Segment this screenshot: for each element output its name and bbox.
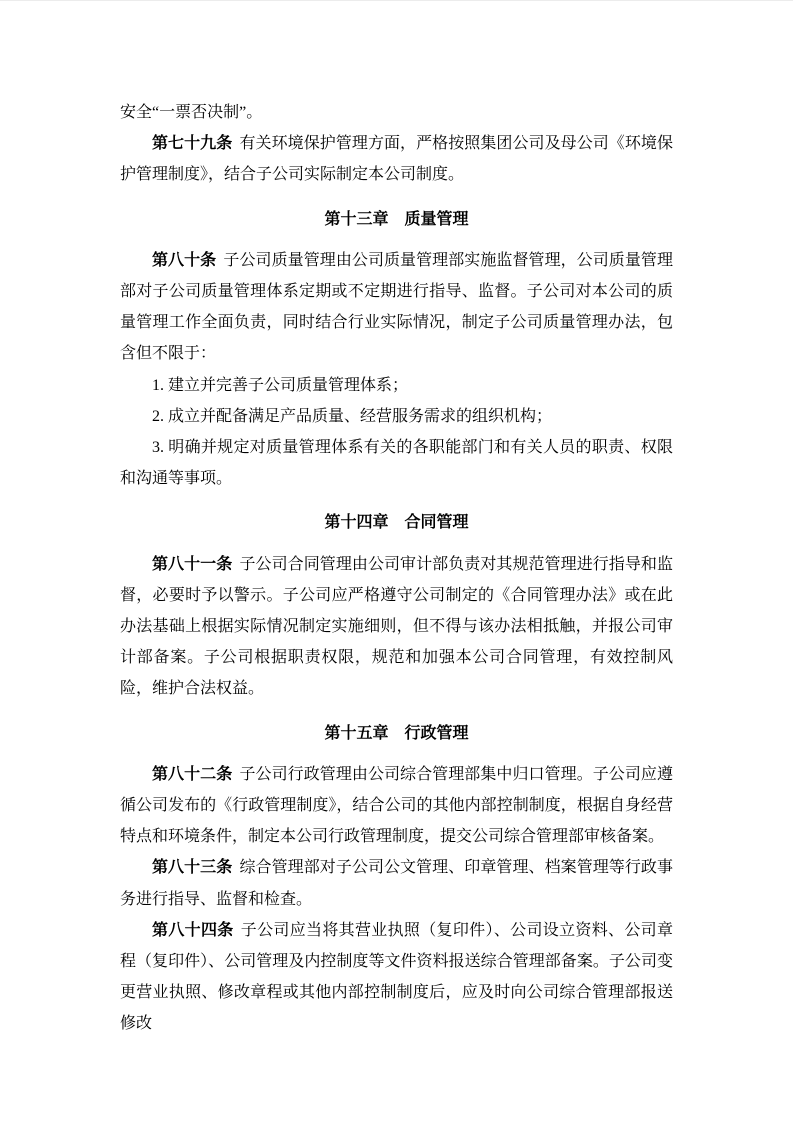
chapter-heading: 第十四章 合同管理 — [324, 514, 469, 532]
paragraph: 3. 明确并规定对质量管理体系有关的各职能部门和有关人员的职责、权限和沟通等事项。 — [120, 439, 673, 488]
article-paragraph — [120, 852, 673, 914]
article-number: 第八十三条 — [152, 859, 233, 877]
paragraph: 安全“一票否决制”。 — [120, 104, 263, 121]
article-text: 子公司行政管理由公司综合管理部集中归口管理。子公司应遵循公司发布的《行政管理制度》，结合公司的其他内部控制制度，根据自身经营特点和环境条件，制定本公司行政管理制度，提交公司综合管理部审核备案。 — [120, 765, 673, 846]
article-number: 第八十一条 — [152, 555, 233, 573]
article-text: 综合管理部对子公司公文管理、印章管理、档案管理等行政事务进行指导、监督和检查。 — [120, 859, 673, 908]
paragraph: 2. 成立并配备满足产品质量、经营服务需求的组织机构； — [152, 407, 553, 425]
chapter-heading: 第十五章 行政管理 — [324, 724, 469, 742]
article-text: 子公司合同管理由公司审计部负责对其规范管理进行指导和监督，必要时予以警示。子公司应严格遵守公司制定的《合同管理办法》或在此办法基础上根据实际情况制定实施细则，但不得与该办法相抵触，并报公司审计部备案。子公司根据职责权限，规范和加强本公司合同管理，有效控制风险，维护合法权益。 — [120, 555, 673, 698]
article-paragraph — [120, 245, 673, 370]
article-number: 第八十条 — [152, 251, 217, 269]
document-body — [120, 1, 673, 1040]
paragraph: 1. 建立并完善子公司质量管理体系； — [152, 376, 409, 394]
article-paragraph — [120, 549, 673, 705]
article-number: 第八十二条 — [152, 765, 233, 783]
article-text: 子公司质量管理由公司质量管理部实施监督管理，公司质量管理部对子公司质量管理体系定期或不定期进行指导、监督。子公司对本公司的质量管理工作全面负责，同时结合行业实际情况，制定子公司质量管理办法，包含但不限于： — [120, 251, 673, 363]
article-number: 第七十九条 — [152, 135, 233, 153]
article-paragraph — [120, 128, 673, 190]
chapter-heading: 第十三章 质量管理 — [324, 210, 469, 228]
article-paragraph — [120, 915, 673, 1040]
article-text: 子公司应当将其营业执照（复印件）、公司设立资料、公司章程（复印件）、公司管理及内控制度等文件资料报送综合管理部备案。子公司变更营业执照、修改章程或其他内部控制制度后，应及时向公司综合管理部报送修改 — [120, 921, 673, 1033]
article-number: 第八十四条 — [152, 921, 234, 939]
article-text: 有关环境保护管理方面，严格按照集团公司及母公司《环境保护管理制度》，结合子公司实际制定本公司制度。 — [120, 135, 673, 184]
article-paragraph — [120, 759, 673, 853]
